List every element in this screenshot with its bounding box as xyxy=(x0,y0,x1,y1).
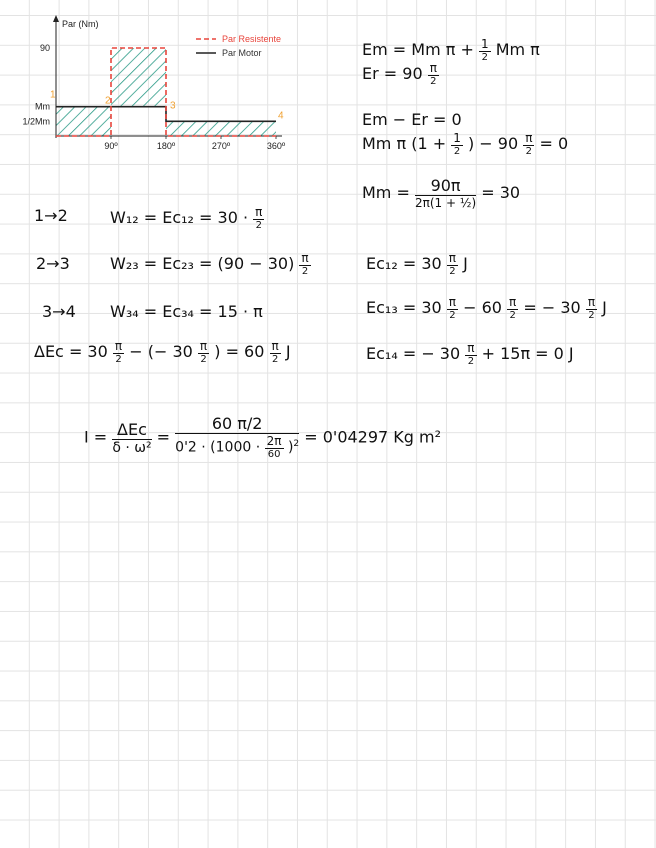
w23-equation: W₂₃ = Ec₂₃ = (90 − 30) $\frac{\pi}{2}$ xyxy=(110,251,309,277)
legend-label-resistente: Par Resistente xyxy=(222,34,282,44)
w12-equation: W₁₂ = Ec₁₂ = 30 · $\frac{\pi}{2}$ xyxy=(110,205,263,231)
energy-balance: Em − Er = 0 xyxy=(362,110,462,129)
step-1-2-label: 1→2 xyxy=(34,206,68,225)
step-3-4-label: 3→4 xyxy=(42,302,76,321)
delta-ec-equation: ΔEc = 30 $\frac{\pi}{2}$ − (− 30 $\frac{\pi}{2}$ ) = 60 $\frac{\pi}{2}$ J xyxy=(34,339,291,365)
point-label: 3 xyxy=(170,100,176,112)
x-tick-label: 90º xyxy=(104,141,118,151)
point-label: 1 xyxy=(50,89,56,101)
er-definition: Er = 90 $\frac{\pi}{2}$ xyxy=(362,61,437,87)
point-label: 2 xyxy=(105,95,111,107)
legend-label-motor: Par Motor xyxy=(222,48,262,58)
inertia-equation: I = $\frac{\text{ΔEc}}{\text{δ · ω²}}$ = 60 π/2 0'2 · (1000 · $\frac{2\pi}{60}$ )$^2$ = 0'04297 Kg m² xyxy=(84,414,442,460)
step-2-3-label: 2→3 xyxy=(36,254,70,273)
y-axis-arrow xyxy=(53,15,59,22)
hatch-area-2 xyxy=(111,48,166,107)
y-tick-label: 90 xyxy=(39,43,50,53)
hatch-area-1 xyxy=(56,107,111,136)
hatch-area-3 xyxy=(166,121,276,136)
point-label: 4 xyxy=(278,110,284,122)
x-tick-label: 180º xyxy=(156,141,176,151)
x-tick-label: 360º xyxy=(266,141,286,151)
w34-equation: W₃₄ = Ec₃₄ = 15 · π xyxy=(110,302,263,321)
x-tick-label: 270º xyxy=(211,141,231,151)
y-tick-label: Mm xyxy=(35,101,50,112)
mm-solution: Mm = $\frac{90\pi}{\text{2π(1 + ½)}}$ = 30 xyxy=(362,176,521,210)
ec14-equation: Ec₁₄ = − 30 $\frac{\pi}{2}$ + 15π = 0 J xyxy=(366,341,574,367)
energy-balance-expanded: Mm π (1 + $\frac{1}{2}$ ) − 90 $\frac{\pi}{2}$ = 0 xyxy=(362,131,569,157)
ec13-equation: Ec₁₃ = 30 $\frac{\pi}{2}$ − 60 $\frac{\pi}{2}$ = − 30 $\frac{\pi}{2}$ J xyxy=(366,295,607,321)
torque-chart xyxy=(0,0,300,165)
y-tick-label: 1/2Mm xyxy=(22,116,50,127)
em-definition: Em = Mm π + $\frac{1}{2}$ Mm π xyxy=(362,37,540,63)
ec12-equation: Ec₁₂ = 30 $\frac{\pi}{2}$ J xyxy=(366,251,468,277)
y-axis-label: Par (Nm) xyxy=(62,19,99,29)
